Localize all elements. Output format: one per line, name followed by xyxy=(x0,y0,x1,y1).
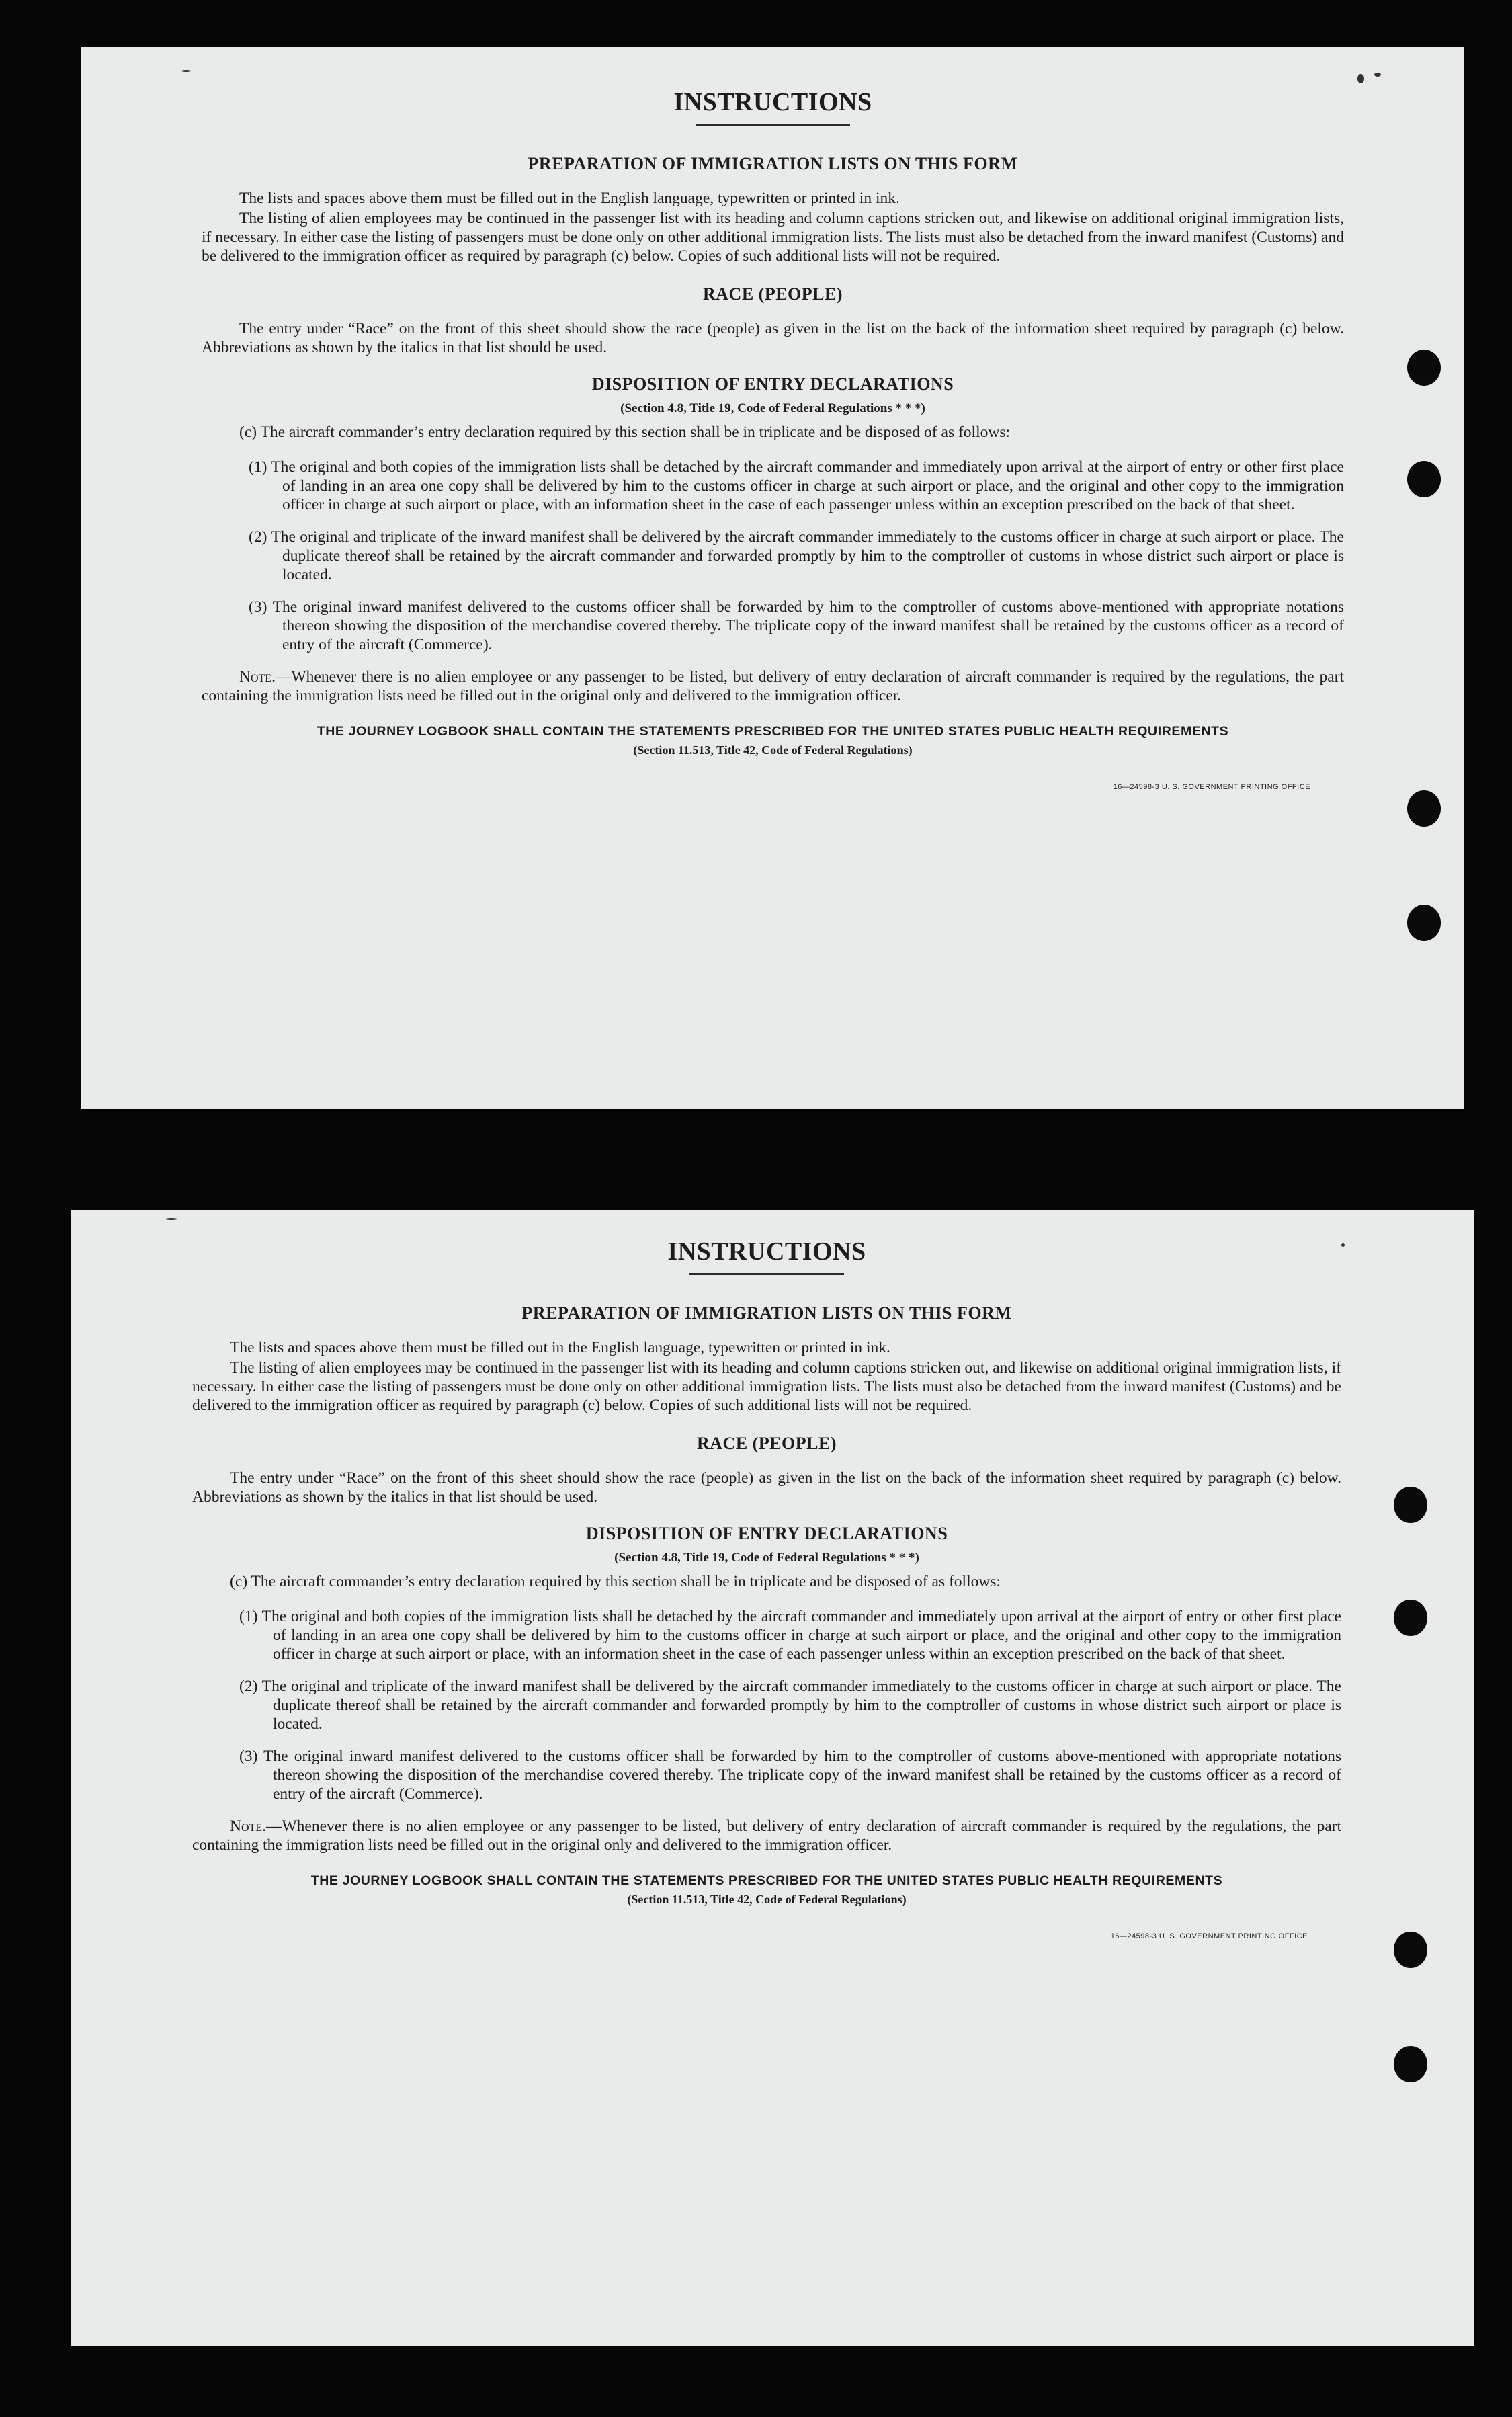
prep-paragraph-1: The lists and spaces above them must be filled out in the English language, typewritten or printed in ink. xyxy=(230,1339,890,1356)
scan-speck xyxy=(165,1218,177,1220)
prep-paragraph-2: The listing of alien employees may be continued in the passenger list with its heading and column captions stricken out, and likewise on additional original immigration lists, if necessary. In either case the listing of passengers must be done only on other additional immigration lists. The lists must also be detached from the inward manifest (Customs) and be delivered to the immigration officer as required by paragraph (c) below. Copies of such additional lists will not be required. xyxy=(192,1359,1341,1414)
race-paragraph: The entry under “Race” on the front of this sheet should show the race (people) as given in the list on the back of the information sheet required by paragraph (c) below. Abbreviations as shown by the italics in that list should be used. xyxy=(202,320,1344,356)
scan-speck xyxy=(181,70,191,72)
note-text: —Whenever there is no alien employee or any passenger to be listed, but delivery of entry declaration of aircraft commander is required by the regulations, the part containing the immigration lists need be filled out in the original only and delivered to the immigration officer. xyxy=(202,668,1344,704)
title-underline xyxy=(696,124,850,126)
note-text: —Whenever there is no alien employee or any passenger to be listed, but delivery of entry declaration of aircraft commander is required by the regulations, the part containing the immigration lists need be filled out in the original only and delivered to the immigration officer. xyxy=(192,1817,1341,1854)
note-label: Note. xyxy=(230,1817,266,1835)
punch-hole xyxy=(1394,1600,1427,1636)
logbook-citation: (Section 11.513, Title 42, Code of Federal Regulations) xyxy=(633,743,913,757)
race-paragraph: The entry under “Race” on the front of this sheet should show the race (people) as given in the list on the back of the information sheet required by paragraph (c) below. Abbreviations as shown by the italics in that list should be used. xyxy=(192,1469,1341,1506)
instructions-body xyxy=(192,1237,1341,1940)
prep-paragraph-2: The listing of alien employees may be continued in the passenger list with its heading and column captions stricken out, and likewise on additional original immigration lists, if necessary. In either case the listing of passengers must be done only on other additional immigration lists. The lists must also be detached from the inward manifest (Customs) and be delivered to the immigration officer as required by paragraph (c) below. Copies of such additional lists will not be required. xyxy=(202,210,1344,265)
prep-heading: PREPARATION OF IMMIGRATION LISTS ON THIS FORM xyxy=(528,154,1018,173)
prep-paragraph-1: The lists and spaces above them must be filled out in the English language, typewritten or printed in ink. xyxy=(239,190,900,207)
page-title: INSTRUCTIONS xyxy=(673,88,872,116)
printer-imprint: 16—24598-3 U. S. GOVERNMENT PRINTING OFFICE xyxy=(1110,1932,1308,1940)
race-heading: RACE (PEOPLE) xyxy=(703,284,843,304)
note-paragraph xyxy=(202,667,1344,705)
scan-speck xyxy=(1374,73,1381,77)
disposition-intro: (c) The aircraft commander’s entry declaration required by this section shall be in triplicate and be disposed of as follows: xyxy=(239,423,1010,441)
instruction-sheet-bottom xyxy=(71,1210,1474,2346)
note-paragraph xyxy=(192,1817,1341,1854)
disposition-citation: (Section 4.8, Title 19, Code of Federal Regulations * * *) xyxy=(620,401,925,415)
instruction-sheet-top xyxy=(81,47,1464,1109)
disposition-item-3: (3) The original inward manifest delivered to the customs officer shall be forwarded by him to the comptroller of customs above-mentioned with appropriate notations thereon showing the disposition of the merchandise covered thereby. The triplicate copy of the inward manifest shall be retained by the customs officer as a record of entry of the aircraft (Commerce). xyxy=(249,598,1344,653)
disposition-item-2: (2) The original and triplicate of the inward manifest shall be delivered by the aircraft commander immediately to the customs officer in charge at such airport or place. The duplicate thereof shall be retained by the aircraft commander and forwarded promptly by him to the comptroller of customs in whose district such airport or place is located. xyxy=(249,528,1344,583)
page-title: INSTRUCTIONS xyxy=(667,1237,866,1266)
disposition-item-1: (1) The original and both copies of the immigration lists shall be detached by the aircraft commander and immediately upon arrival at the airport of entry or other first place of landing in an area one copy shall be delivered by him to the customs officer in charge at such airport or place, and the original and other copy to the immigration officer in charge at such airport or place, with an information sheet in the case of each passenger unless within an exception prescribed on the back of that sheet. xyxy=(239,1608,1341,1663)
logbook-statement: THE JOURNEY LOGBOOK SHALL CONTAIN THE STATEMENTS PRESCRIBED FOR THE UNITED STATES PUBLIC HEALTH REQUIREMENTS xyxy=(310,1873,1223,1888)
printer-imprint: 16—24598-3 U. S. GOVERNMENT PRINTING OFFICE xyxy=(1113,783,1310,791)
scan-speck xyxy=(1357,74,1364,83)
disposition-citation: (Section 4.8, Title 19, Code of Federal Regulations * * *) xyxy=(614,1551,919,1565)
punch-hole xyxy=(1394,2046,1427,2082)
title-underline xyxy=(689,1273,844,1275)
punch-hole xyxy=(1394,1487,1427,1523)
prep-heading: PREPARATION OF IMMIGRATION LISTS ON THIS FORM xyxy=(521,1303,1012,1323)
scan-speck xyxy=(1341,1243,1345,1247)
punch-hole xyxy=(1394,1932,1427,1968)
disposition-item-3: (3) The original inward manifest delivered to the customs officer shall be forwarded by him to the comptroller of customs above-mentioned with appropriate notations thereon showing the disposition of the merchandise covered thereby. The triplicate copy of the inward manifest shall be retained by the customs officer as a record of entry of the aircraft (Commerce). xyxy=(239,1748,1341,1803)
punch-hole xyxy=(1407,461,1441,497)
punch-hole xyxy=(1407,905,1441,941)
punch-hole xyxy=(1407,790,1441,827)
disposition-item-2: (2) The original and triplicate of the inward manifest shall be delivered by the aircraft commander immediately to the customs officer in charge at such airport or place. The duplicate thereof shall be retained by the aircraft commander and forwarded promptly by him to the comptroller of customs in whose district such airport or place is located. xyxy=(239,1678,1341,1733)
race-heading: RACE (PEOPLE) xyxy=(697,1434,837,1453)
disposition-intro: (c) The aircraft commander’s entry declaration required by this section shall be in triplicate and be disposed of as follows: xyxy=(230,1573,1001,1590)
logbook-citation: (Section 11.513, Title 42, Code of Federal Regulations) xyxy=(627,1893,907,1906)
disposition-item-1: (1) The original and both copies of the immigration lists shall be detached by the aircraft commander and immediately upon arrival at the airport of entry or other first place of landing in an area one copy shall be delivered by him to the customs officer in charge at such airport or place, and the original and other copy to the immigration officer in charge at such airport or place, with an information sheet in the case of each passenger unless within an exception prescribed on the back of that sheet. xyxy=(249,458,1344,514)
disposition-heading: DISPOSITION OF ENTRY DECLARATIONS xyxy=(591,374,954,394)
note-label: Note. xyxy=(239,668,276,686)
disposition-heading: DISPOSITION OF ENTRY DECLARATIONS xyxy=(585,1524,948,1543)
punch-hole xyxy=(1407,350,1441,386)
instructions-body xyxy=(202,87,1344,791)
logbook-statement: THE JOURNEY LOGBOOK SHALL CONTAIN THE STATEMENTS PRESCRIBED FOR THE UNITED STATES PUBLIC HEALTH REQUIREMENTS xyxy=(317,724,1229,739)
